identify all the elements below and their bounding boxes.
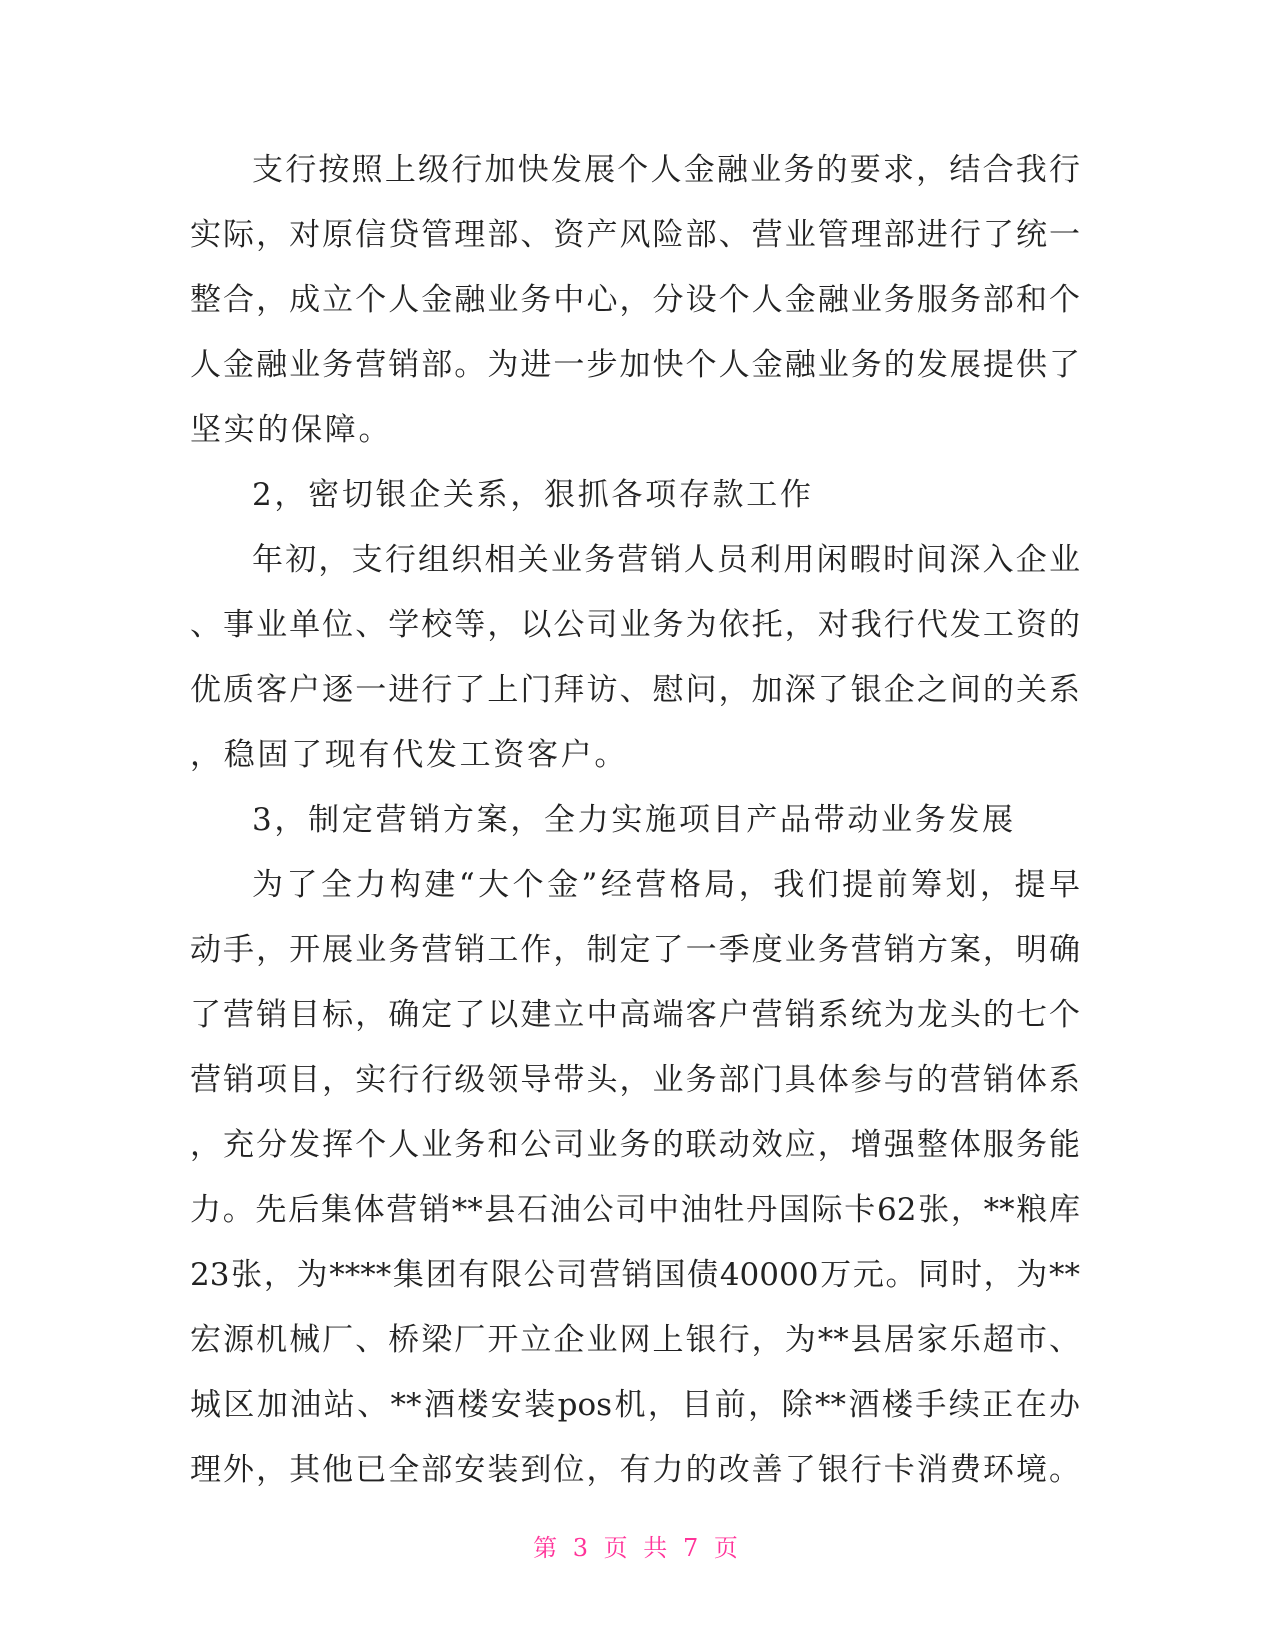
text-line: 支行按照上级行加快发展个人金融业务的要求，结合我行 [252, 152, 1080, 188]
text-line: 、事业单位、学校等，以公司业务为依托，对我行代发工资的 [190, 607, 1080, 643]
text-line: 为了全力构建“大个金”经营格局，我们提前筹划，提早 [252, 867, 1080, 903]
section-heading: 2，密切银企关系，狠抓各项存款工作 [252, 477, 814, 513]
text-line: 年初，支行组织相关业务营销人员利用闲暇时间深入企业 [252, 542, 1080, 578]
text-line: 宏源机械厂、桥梁厂开立企业网上银行，为**县居家乐超市、 [190, 1322, 1080, 1358]
text-line: 优质客户逐一进行了上门拜访、慰问，加深了银企之间的关系 [190, 672, 1080, 708]
body-text [190, 138, 1080, 1503]
page-number-footer: 第 3 页 共 7 页 [533, 1534, 742, 1562]
text-line: 营销项目，实行行级领导带头，业务部门具体参与的营销体系 [190, 1062, 1080, 1098]
text-line: 理外，其他已全部安装到位，有力的改善了银行卡消费环境。 [190, 1452, 1080, 1488]
text-line: 整合，成立个人金融业务中心，分设个人金融业务服务部和个 [190, 282, 1080, 318]
text-line: 人金融业务营销部。为进一步加快个人金融业务的发展提供了 [190, 347, 1080, 383]
text-line: 实际，对原信贷管理部、资产风险部、营业管理部进行了统一 [190, 217, 1080, 253]
text-line: 动手，开展业务营销工作，制定了一季度业务营销方案，明确 [190, 932, 1080, 968]
text-line: 城区加油站、**酒楼安装pos机，目前，除**酒楼手续正在办 [190, 1387, 1080, 1423]
section-heading: 3，制定营销方案，全力实施项目产品带动业务发展 [252, 802, 1016, 838]
text-line: 23张，为****集团有限公司营销国债40000万元。同时，为** [190, 1257, 1080, 1293]
text-line: 坚实的保障。 [190, 412, 393, 448]
text-line: 了营销目标，确定了以建立中高端客户营销系统为龙头的七个 [190, 997, 1080, 1033]
text-line: 力。先后集体营销**县石油公司中油牡丹国际卡62张，**粮库 [190, 1192, 1080, 1228]
text-line: ，充分发挥个人业务和公司业务的联动效应，增强整体服务能 [190, 1127, 1080, 1163]
text-line: ，稳固了现有代发工资客户。 [190, 737, 629, 773]
